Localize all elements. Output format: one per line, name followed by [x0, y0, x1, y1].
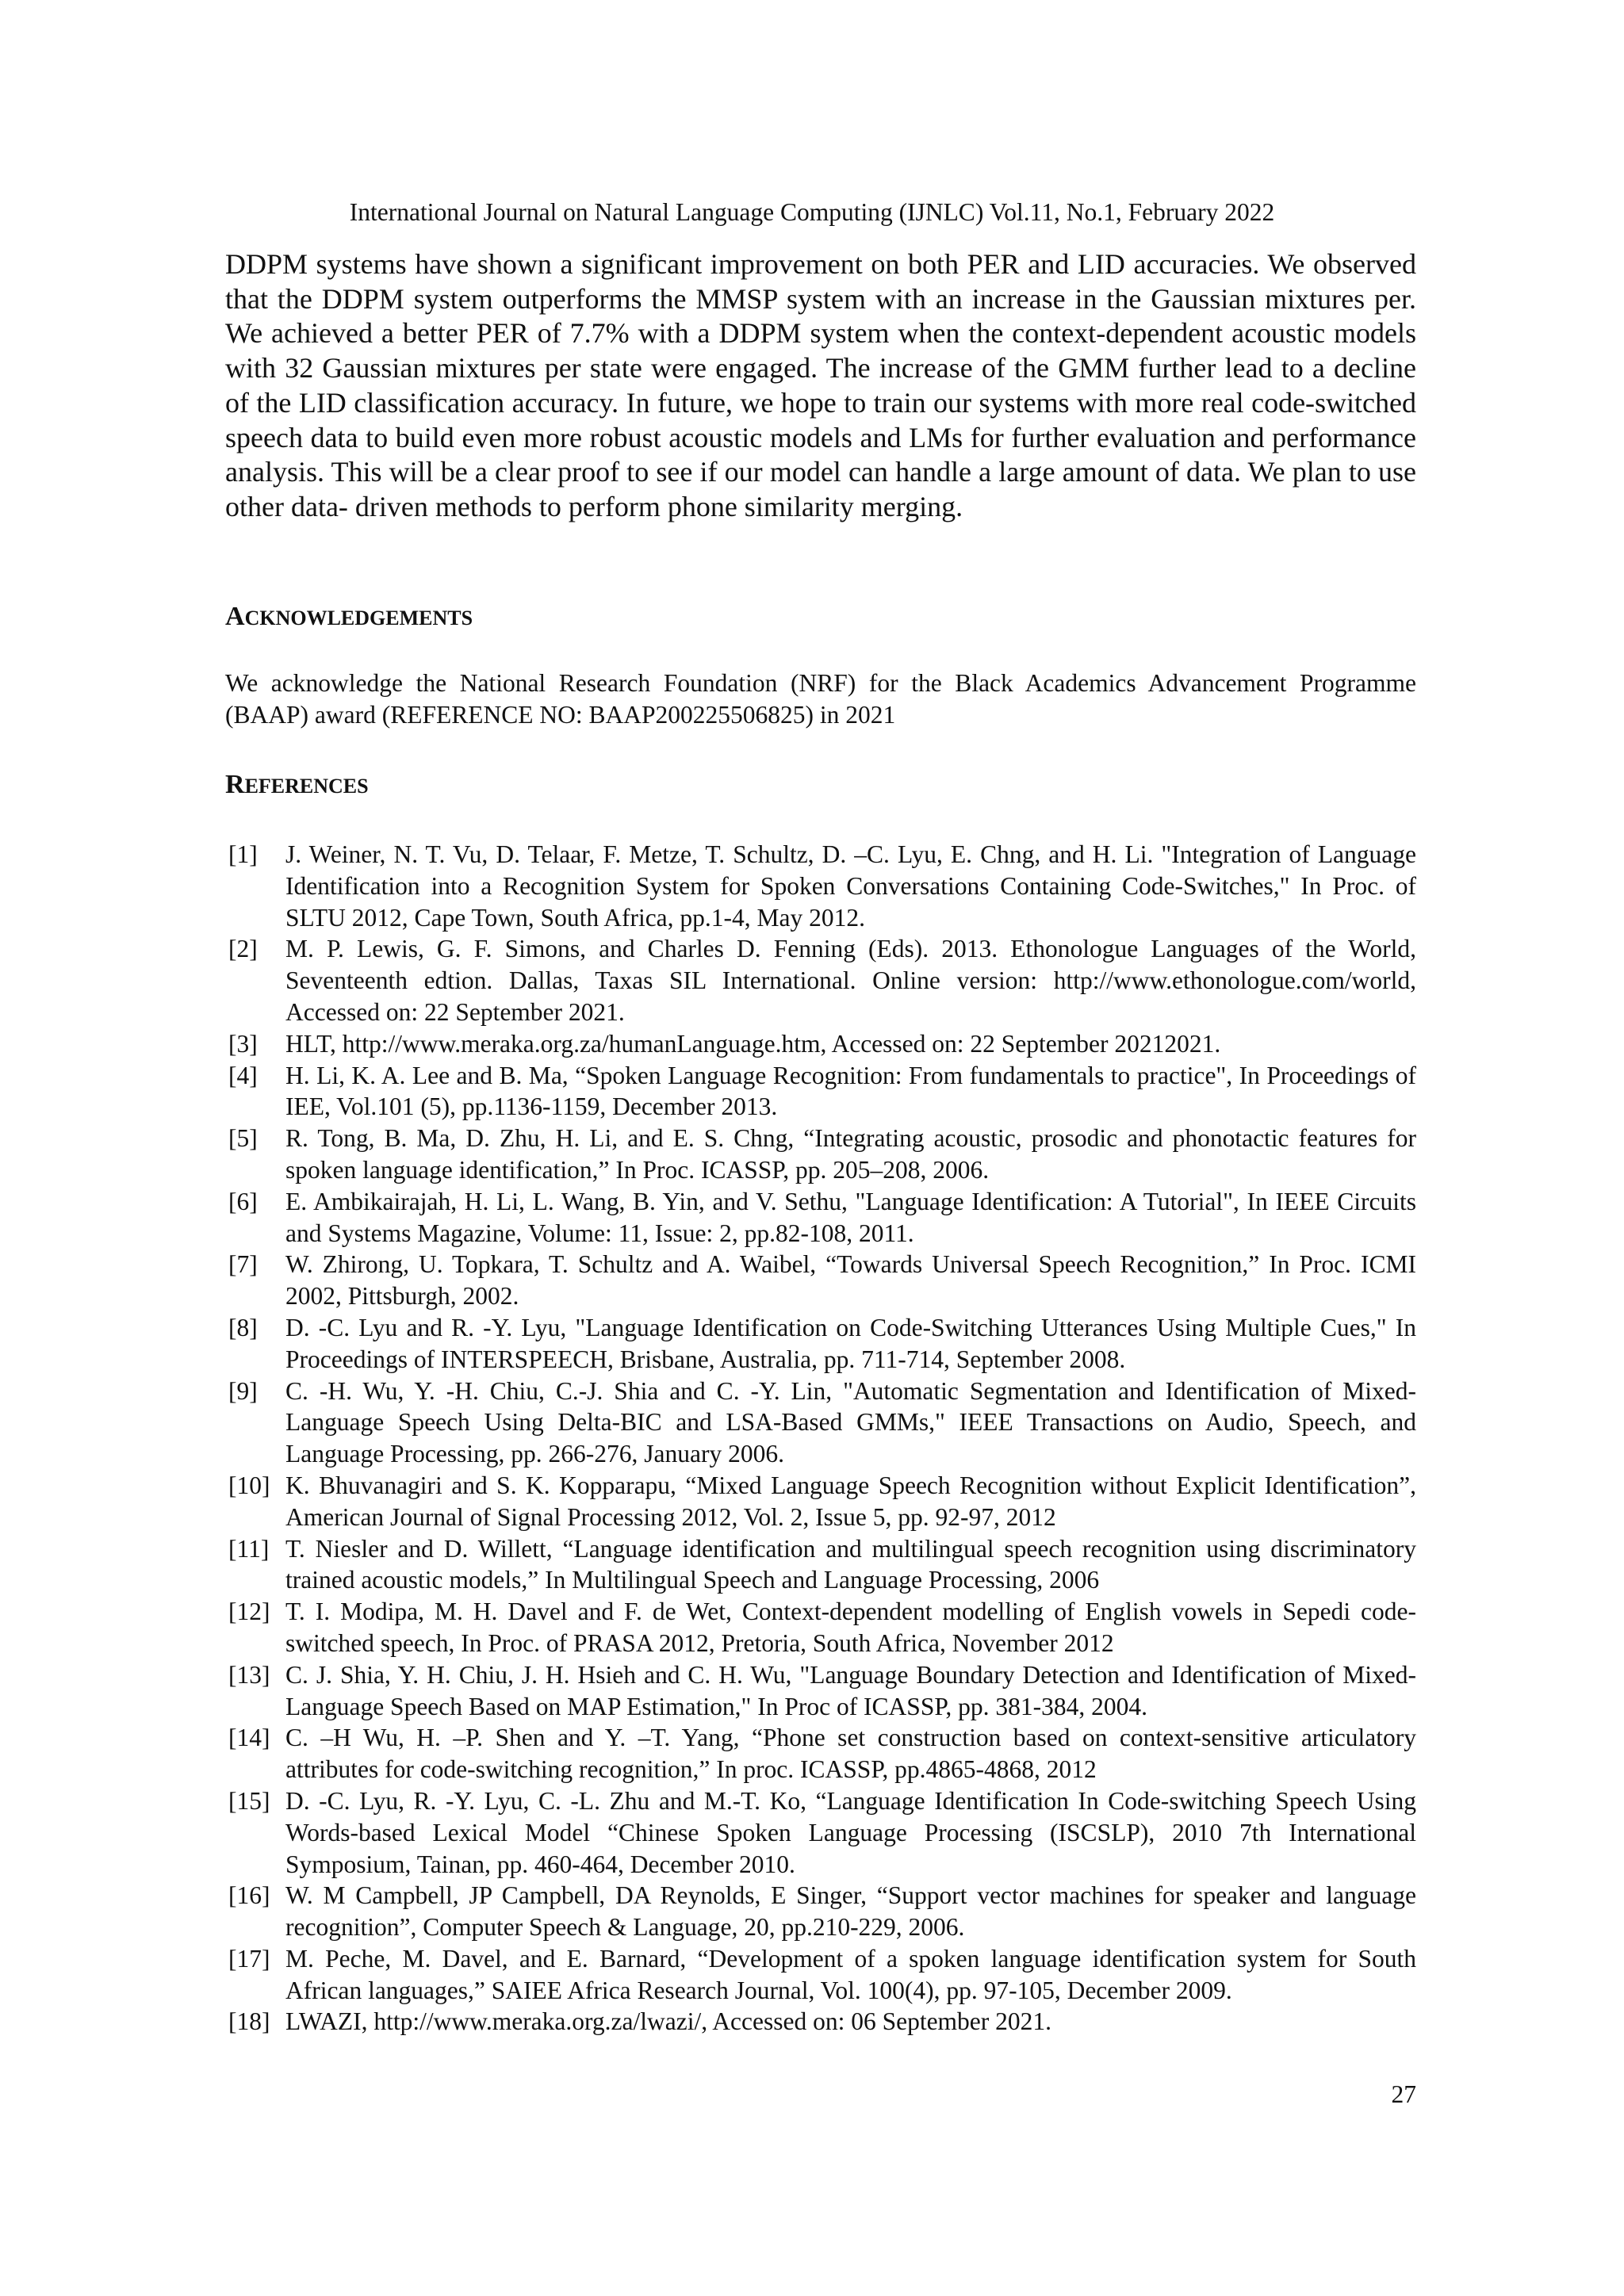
references-heading-initial: R [225, 770, 245, 799]
reference-number: [10] [228, 1471, 270, 1499]
reference-item [225, 2006, 1416, 2038]
reference-text: HLT, http://www.meraka.org.za/humanLanguage.htm, Accessed on: 22 September 20212021. [285, 1029, 1221, 1058]
reference-text: C. J. Shia, Y. H. Chiu, J. H. Hsieh and C. H. Wu, "Language Boundary Detection and Identification of Mixed-Language Speech Based on MAP Estimation," In Proc of ICASSP, pp. 381-384, 2004. [285, 1660, 1416, 1720]
reference-number: [9] [228, 1376, 258, 1405]
references-heading [225, 769, 369, 802]
reference-number: [3] [228, 1029, 258, 1058]
reference-item [225, 1596, 1416, 1659]
reference-item [225, 1880, 1416, 1943]
reference-item [225, 1123, 1416, 1186]
reference-item [225, 1060, 1416, 1123]
page-number: 27 [1391, 2080, 1416, 2108]
reference-item [225, 1722, 1416, 1785]
reference-text: T. I. Modipa, M. H. Davel and F. de Wet, Context-dependent modelling of English vowels in Sepedi code-switched speech, In Proc. of PRASA 2012, Pretoria, South Africa, November 2012 [285, 1598, 1416, 1657]
reference-list [225, 839, 1416, 2038]
reference-number: [7] [228, 1250, 258, 1279]
reference-text: E. Ambikairajah, H. Li, L. Wang, B. Yin, and V. Sethu, "Language Identification: A Tutorial", In IEEE Circuits and Systems Magazine, Volume: 11, Issue: 2, pp.82-108, 2011. [285, 1187, 1416, 1247]
reference-item [225, 839, 1416, 933]
reference-item [225, 1943, 1416, 2007]
reference-item [225, 1312, 1416, 1376]
reference-number: [16] [228, 1881, 270, 1910]
reference-text: M. P. Lewis, G. F. Simons, and Charles D. Fenning (Eds). 2013. Ethonologue Languages of the World, Seventeenth edtion. Dallas, Taxas SIL International. Online version: http://www.ethonologue.com/world, Accessed on: 22 September 2021. [285, 935, 1416, 1026]
reference-text: J. Weiner, N. T. Vu, D. Telaar, F. Metze, T. Schultz, D. –C. Lyu, E. Chng, and H. Li. "Integration of Language Identification into a Recognition System for Spoken Conversations Containing Code-Switches," In Proc. of SLTU 2012, Cape Town, South Africa, pp.1-4, May 2012. [285, 840, 1416, 932]
reference-item [225, 1249, 1416, 1312]
reference-item [225, 1659, 1416, 1723]
reference-item [225, 933, 1416, 1027]
acknowledgements-text: We acknowledge the National Research Foundation (NRF) for the Black Academics Advancement Programme (BAAP) award (REFERENCE NO: BAAP200225506825) in 2021 [225, 669, 1416, 729]
reference-item [225, 1470, 1416, 1533]
reference-item [225, 1533, 1416, 1597]
reference-item [225, 1186, 1416, 1249]
reference-text: LWAZI, http://www.meraka.org.za/lwazi/, Accessed on: 06 September 2021. [285, 2007, 1052, 2036]
reference-number: [15] [228, 1786, 270, 1815]
acknowledgements-heading [225, 601, 473, 634]
references-heading-rest: EFERENCES [244, 775, 369, 798]
reference-number: [17] [228, 1944, 270, 1973]
reference-number: [11] [228, 1534, 270, 1563]
acknowledgements-heading-rest: CKNOWLEDGEMENTS [244, 607, 473, 629]
reference-text: H. Li, K. A. Lee and B. Ma, “Spoken Language Recognition: From fundamentals to practice", In Proceedings of IEE, Vol.101 (5), pp.1136-1159, December 2013. [285, 1061, 1416, 1121]
reference-number: [1] [228, 840, 258, 868]
reference-text: W. Zhirong, U. Topkara, T. Schultz and A. Waibel, “Towards Universal Speech Recognition,” In Proc. ICMI 2002, Pittsburgh, 2002. [285, 1250, 1416, 1311]
reference-number: [8] [228, 1313, 258, 1341]
reference-number: [18] [228, 2007, 270, 2036]
acknowledgements-heading-initial: A [225, 602, 245, 631]
reference-text: K. Bhuvanagiri and S. K. Kopparapu, “Mixed Language Speech Recognition without Explicit Identification”, American Journal of Signal Processing 2012, Vol. 2, Issue 5, pp. 92-97, 2012 [285, 1471, 1416, 1531]
reference-text: W. M Campbell, JP Campbell, DA Reynolds, E Singer, “Support vector machines for speaker and language recognition”, Computer Speech & Language, 20, pp.210-229, 2006. [285, 1881, 1416, 1942]
reference-item [225, 1028, 1416, 1060]
reference-text: D. -C. Lyu and R. -Y. Lyu, "Language Identification on Code-Switching Utterances Using Multiple Cues," In Proceedings of INTERSPEECH, Brisbane, Australia, pp. 711-714, September 2008. [285, 1313, 1416, 1373]
reference-number: [6] [228, 1187, 258, 1215]
reference-item [225, 1376, 1416, 1470]
reference-text: C. –H Wu, H. –P. Shen and Y. –T. Yang, “Phone set construction based on context-sensitive articulatory attributes for code-switching recognition,” In proc. ICASSP, pp.4865-4868, 2012 [285, 1724, 1416, 1784]
reference-text: C. -H. Wu, Y. -H. Chiu, C.-J. Shia and C. -Y. Lin, "Automatic Segmentation and Identification of Mixed-Language Speech Using Delta-BIC and LSA-Based GMMs," IEEE Transactions on Audio, Speech, and Language Processing, pp. 266-276, January 2006. [285, 1376, 1416, 1468]
reference-text: D. -C. Lyu, R. -Y. Lyu, C. -L. Zhu and M.-T. Ko, “Language Identification In Code-switching Speech Using Words-based Lexical Model “Chinese Spoken Language Processing (ISCSLP), 2010 7th International Symposium, Tainan, pp. 460-464, December 2010. [285, 1786, 1416, 1878]
reference-number: [4] [228, 1061, 258, 1089]
reference-number: [5] [228, 1124, 258, 1153]
reference-item [225, 1785, 1416, 1880]
reference-number: [2] [228, 935, 258, 963]
reference-text: R. Tong, B. Ma, D. Zhu, H. Li, and E. S. Chng, “Integrating acoustic, prosodic and phonotactic features for spoken language identification,” In Proc. ICASSP, pp. 205–208, 2006. [285, 1124, 1416, 1184]
reference-number: [12] [228, 1598, 270, 1626]
running-header: International Journal on Natural Language Computing (IJNLC) Vol.11, No.1, February 2022 [349, 198, 1275, 226]
reference-text: M. Peche, M. Davel, and E. Barnard, “Development of a spoken language identification system for South African languages,” SAIEE Africa Research Journal, Vol. 100(4), pp. 97-105, December 2009. [285, 1944, 1416, 2004]
body-paragraph: DDPM systems have shown a significant improvement on both PER and LID accuracies. We observed that the DDPM system outperforms the MMSP system with an increase in the Gaussian mixtures per. We achieved a better PER of 7.7% with a DDPM system when the context-dependent acoustic models with 32 Gaussian mixtures per state were engaged. The increase of the GMM further lead to a decline of the LID classification accuracy. In future, we hope to train our systems with more real code-switched speech data to build even more robust acoustic models and LMs for further evaluation and performance analysis. This will be a clear proof to see if our model can handle a large amount of data. We plan to use other data- driven methods to perform phone similarity merging. [225, 248, 1416, 522]
reference-text: T. Niesler and D. Willett, “Language identification and multilingual speech recognition using discriminatory trained acoustic models,” In Multilingual Speech and Language Processing, 2006 [285, 1534, 1416, 1594]
reference-number: [14] [228, 1724, 270, 1752]
reference-number: [13] [228, 1660, 270, 1689]
